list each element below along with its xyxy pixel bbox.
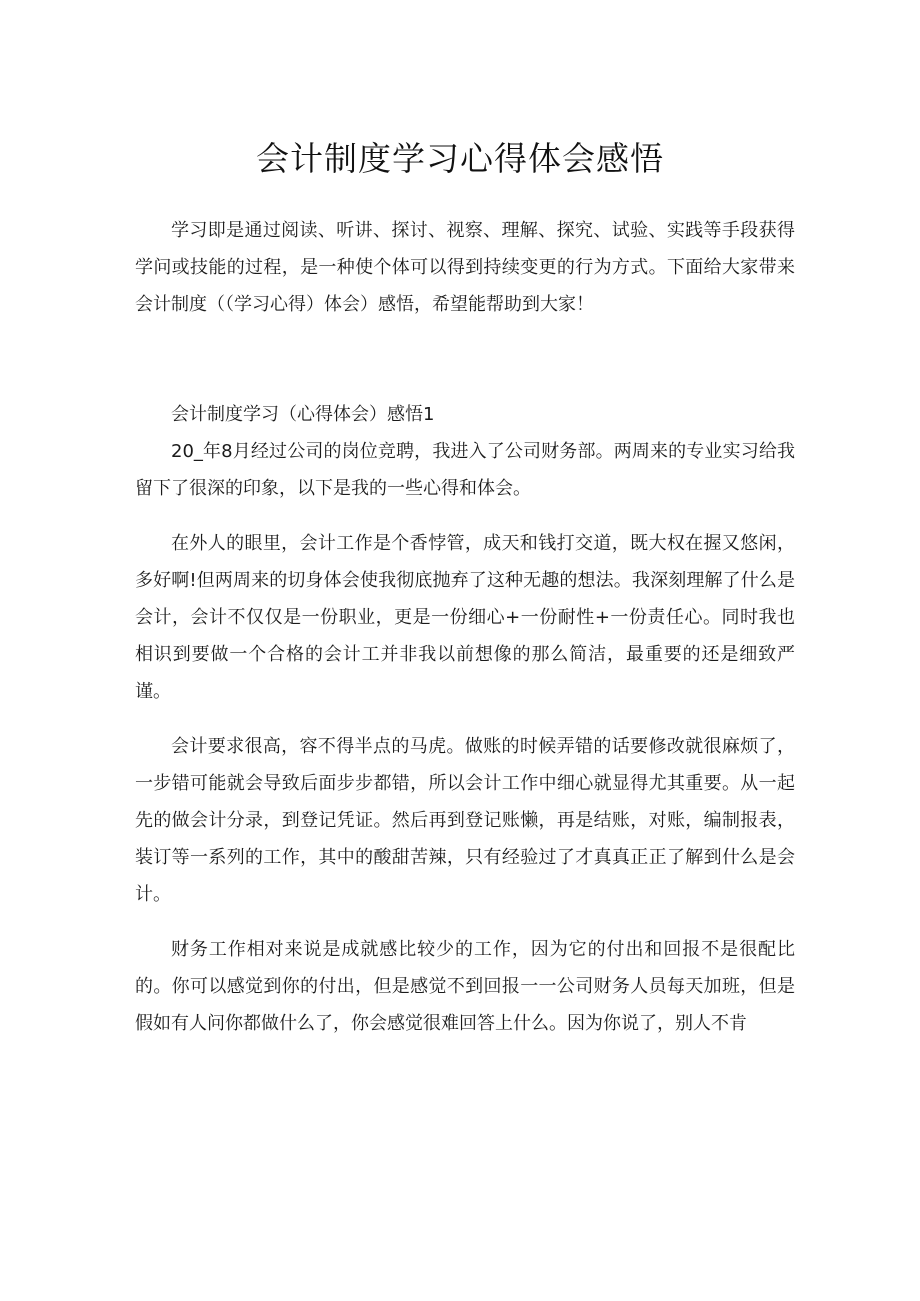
- section-heading: 会计制度学习（心得体会）感悟1: [171, 404, 435, 425]
- intro-paragraph: 学习即是通过阅读、听讲、探讨、视察、理解、探究、试验、实践等手段获得学问或技能的过程，是一种使个体可以得到持续变更的行为方式。下面给大家带来会计制度（（学习心得）体会）感悟，希望能帮助到大家！: [135, 220, 795, 315]
- document-title: 会计制度学习心得体会感悟: [256, 139, 664, 178]
- body-paragraph-1: 20_年8月经过公司的岗位竞聘，我进入了公司财务部。两周来的专业实习给我留下了很深的印象，以下是我的一些心得和体会。: [135, 441, 795, 499]
- body-paragraph-2: 在外人的眼里，会计工作是个香悖管，成天和钱打交道，既大权在握又悠闲，多好啊!但两周来的切身体会使我彻底抛弃了这种无趣的想法。我深刻理解了什么是会计，会计不仅仅是一份职业，更是一份细心+一份耐性+一份责任心。同时我也相识到要做一个合格的会计工并非我以前想像的那么简洁，最重要的还是细致严谨。: [135, 533, 795, 702]
- body-paragraph-3: 会计要求很高，容不得半点的马虎。做账的时候弄错的话要修改就很麻烦了，一步错可能就会导致后面步步都错，所以会计工作中细心就显得尤其重要。从一起先的做会计分录，到登记凭证。然后再到登记账懒，再是结账，对账，编制报表，装订等一系列的工作，其中的酸甜苦辣，只有经验过了才真真正正了解到什么是会计。: [135, 736, 795, 905]
- body-paragraph-4: 财务工作相对来说是成就感比较少的工作，因为它的付出和回报不是很配比的。你可以感觉到你的付出，但是感觉不到回报一一公司财务人员每天加班，但是假如有人问你都做什么了，你会感觉很难回答上什么。因为你说了，别人不肯: [135, 939, 795, 1034]
- document-body: [135, 212, 795, 1060]
